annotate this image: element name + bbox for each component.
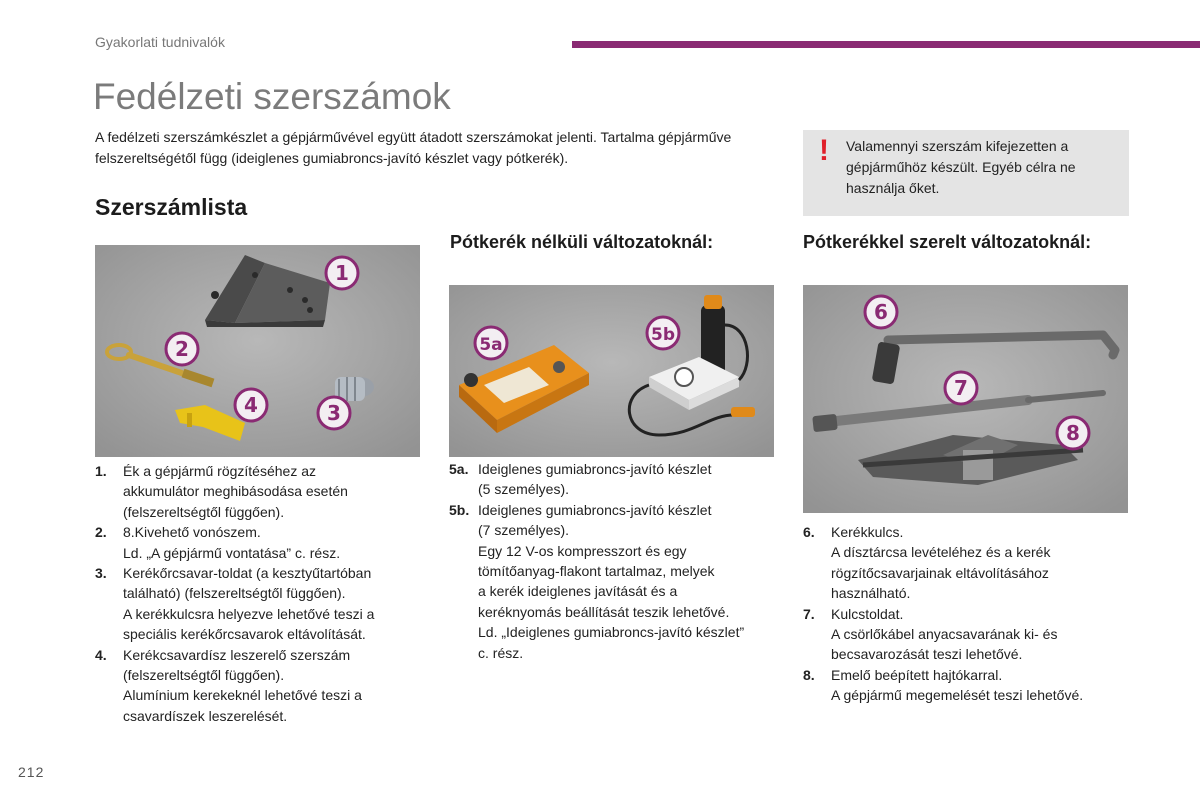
item-line: c. rész. <box>478 644 524 661</box>
exclamation-icon: ! <box>819 134 829 167</box>
item-line: Ld. „A gépjármű vontatása” c. rész. <box>123 544 341 561</box>
item-number: 5b. <box>449 501 470 518</box>
item-line: (felszereltségtől függően). <box>123 667 285 684</box>
list-item <box>95 645 415 727</box>
item-line: 8.Kivehető vonószem. <box>123 524 261 541</box>
item-line: (5 személyes). <box>478 481 570 498</box>
badge-2-label: 2 <box>175 337 189 361</box>
item-line: speciális kerékőrcsavarok eltávolítását. <box>123 626 366 643</box>
badge-3 <box>318 397 350 429</box>
item-line: található) (felszereltségtől függően). <box>123 585 346 602</box>
item-line: tömítőanyag-flakont tartalmaz, melyek <box>478 563 715 580</box>
badge-8-label: 8 <box>1066 421 1080 445</box>
common-tools-image <box>95 245 420 457</box>
badge-5b <box>647 317 679 349</box>
item-line: becsavarozását teszi lehetővé. <box>831 646 1023 663</box>
list-item <box>803 604 1133 665</box>
item-line: használható. <box>831 585 911 602</box>
badge-8 <box>1057 417 1089 449</box>
variant-spare-heading: Pótkerékkel szerelt változatoknál: <box>803 232 1092 252</box>
badge-4-label: 4 <box>244 393 258 417</box>
badge-1-label: 1 <box>335 261 349 285</box>
item-line: Ld. „Ideiglenes gumiabroncs-javító készlet” <box>478 624 745 641</box>
item-number: 7. <box>803 605 815 622</box>
item-number: 3. <box>95 565 107 582</box>
page-title: Fedélzeti szerszámok <box>93 76 451 117</box>
item-number: 5a. <box>449 461 469 477</box>
spare-wheel-tools-image <box>803 285 1128 513</box>
variant-no-spare-heading: Pótkerék nélküli változatoknál: <box>450 232 714 252</box>
list-item <box>803 665 1133 706</box>
list-item <box>95 522 415 563</box>
badge-4 <box>235 389 267 421</box>
item-line: Ideiglenes gumiabroncs-javító készlet <box>478 461 712 477</box>
badge-5a-label: 5a <box>479 335 503 355</box>
item-line: Kerékcsavardísz leszerelő szerszám <box>123 646 351 663</box>
intro-paragraph: A fedélzeti szerszámkészlet a gépjárművével együtt átadott szerszámokat jelenti. Tartalma gépjárműve felszereltségétől függ (ideiglenes gumiabroncs-javító készlet vagy pótkerék). <box>95 129 732 166</box>
item-line: Ék a gépjármű rögzítéséhez az <box>123 463 316 479</box>
item-line: a kerék ideiglenes javítását és a <box>478 583 678 600</box>
item-line: A csörlőkábel anyacsavarának ki- és <box>831 626 1058 643</box>
badge-6-label: 6 <box>874 300 888 324</box>
common-tools-list <box>95 461 415 726</box>
header-accent-bar <box>572 41 1200 48</box>
item-line: Egy 12 V-os kompresszort és egy <box>478 542 687 559</box>
list-item <box>95 461 415 522</box>
item-line: rögzítőcsavarjainak eltávolításához <box>831 564 1049 581</box>
badge-5a <box>475 327 507 359</box>
tool-list-heading: Szerszámlista <box>95 194 248 220</box>
badge-3-label: 3 <box>327 401 341 425</box>
item-line: keréknyomás beállítását teszik lehetővé. <box>478 603 730 620</box>
item-line: A dísztárcsa levételéhez és a kerék <box>831 544 1051 561</box>
list-item <box>803 522 1133 604</box>
badge-5b-label: 5b <box>651 325 675 345</box>
spare-tools-list <box>803 522 1133 706</box>
list-item <box>95 563 415 645</box>
item-line: Kulcstoldat. <box>831 605 904 622</box>
item-number: 1. <box>95 463 107 479</box>
list-item <box>449 459 784 500</box>
item-line: (7 személyes). <box>478 522 570 539</box>
no-spare-tools-list <box>449 459 784 663</box>
item-line: Emelő beépített hajtókarral. <box>831 666 1003 683</box>
list-item <box>449 500 784 663</box>
badge-7 <box>945 372 977 404</box>
badge-7-label: 7 <box>954 376 968 400</box>
item-number: 4. <box>95 646 107 663</box>
item-number: 6. <box>803 524 815 540</box>
repair-kit-image <box>449 285 774 457</box>
section-label: Gyakorlati tudnivalók <box>95 34 225 50</box>
badge-1 <box>326 257 358 289</box>
warning-box <box>803 130 1129 216</box>
item-number: 8. <box>803 666 815 683</box>
item-line: A gépjármű megemelését teszi lehetővé. <box>831 687 1084 704</box>
warning-text: Valamennyi szerszám kifejezetten a gépjárműhöz készült. Egyéb célra ne használja őket. <box>846 138 1076 196</box>
item-line: Alumínium kerekeknél lehetővé teszi a <box>123 687 362 704</box>
item-line: csavardíszek leszerelését. <box>123 707 288 724</box>
item-line: Kerékkulcs. <box>831 524 904 540</box>
item-line: (felszereltségtől függően). <box>123 503 285 520</box>
badge-6 <box>865 296 897 328</box>
item-number: 2. <box>95 524 107 541</box>
item-line: Ideiglenes gumiabroncs-javító készlet <box>478 501 712 518</box>
item-line: Kerékőrcsavar-toldat (a kesztyűtartóban <box>123 565 372 582</box>
page-number: 212 <box>18 764 45 780</box>
item-line: akkumulátor meghibásodása esetén <box>123 483 348 500</box>
badge-2 <box>166 333 198 365</box>
item-line: A kerékkulcsra helyezve lehetővé teszi a <box>123 605 375 622</box>
